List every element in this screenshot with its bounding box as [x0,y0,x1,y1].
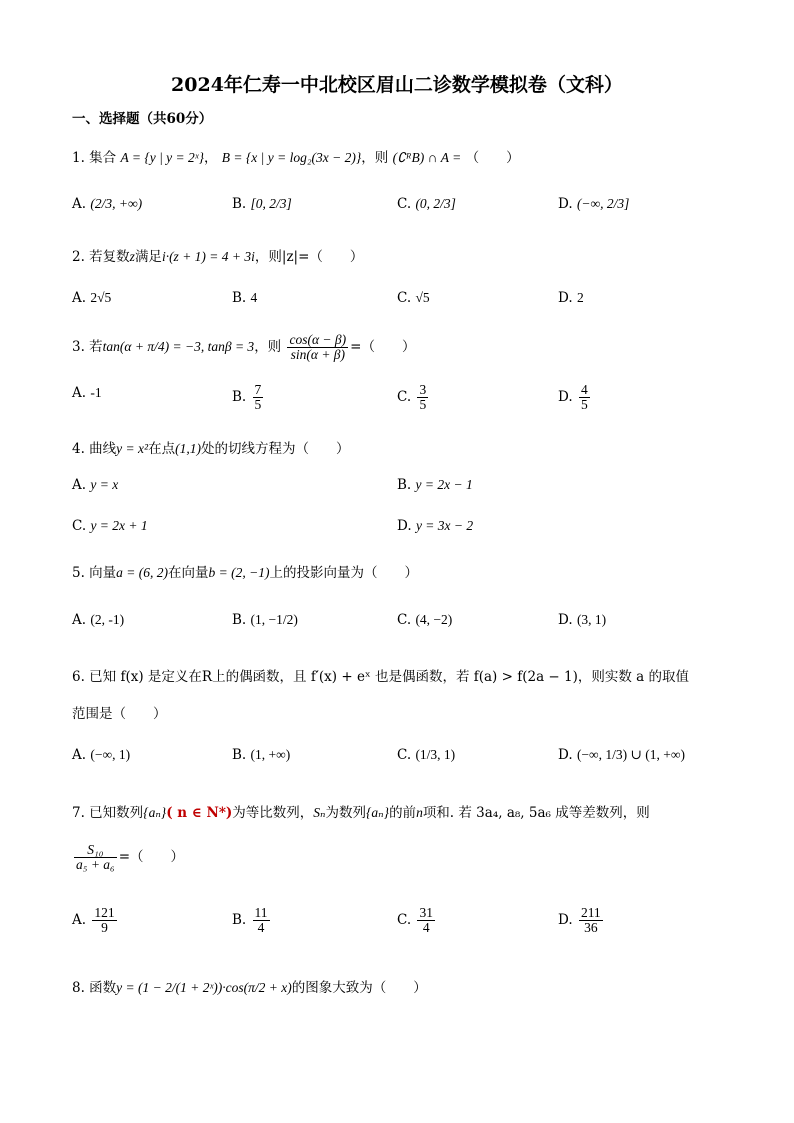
option-b[interactable]: B. [0, 2/3] [232,196,292,212]
option-d[interactable]: D. y = 3x − 2 [397,518,474,534]
option-a[interactable]: A. y = x [72,477,119,493]
tan-equation: tan(α + π/4) = −3, tanβ = 3 [102,339,255,355]
question-3: 3. 若tan(α + π/4) = −3, tanβ = 3，则 $\frac{\cos(\alpha - \beta)}{\sin(\alpha + \beta)}$ =（ ） [72,332,416,363]
page-title: 2024年仁寿一中北校区眉山二诊数学模拟卷（文科） [171,74,623,96]
set-a-expr: A = {y | y = 2ˣ} [120,150,204,165]
trig-fraction: $\frac{\cos(\alpha - \beta)}{\sin(\alpha + \beta)}$ [289,332,347,363]
option-a[interactable]: A. (2, -1) [72,612,125,628]
option-c[interactable]: C. (0, 2/3] [397,196,456,212]
option-b[interactable]: B. y = 2x − 1 [397,477,473,493]
option-b[interactable]: B. (1, +∞) [232,747,291,763]
sum-fraction: $\frac{\text{S₁₀}}{\text{a₅ + a₆}}$ [76,842,115,873]
option-b[interactable]: B. (1, −1/2) [232,612,298,628]
question-6: 6. 已知 f(x) 是定义在R上的偶函数，且 f′(x) + eˣ 也是偶函数，若 f(a) > f(2a − 1)，则实数 a 的取值 [72,669,690,685]
question-6-line2: 范围是（ ） [72,706,167,722]
set-b-expr: B = {x | y = log₂(3x − 2)} [221,150,362,165]
intersection-expr: (∁ᴿB) ∩ A = [392,150,462,165]
option-c[interactable]: C. √5 [397,290,430,306]
function-expr: y = (1 − 2/(1 + 2ˣ))·cos(π/2 + x) [116,980,292,995]
option-a[interactable]: A. $\frac{121}{9}$ [72,905,115,936]
option-d[interactable]: D. (−∞, 2/3] [558,196,630,212]
option-d[interactable]: D. 2 [558,290,584,306]
option-a[interactable]: A. (2/3, +∞) [72,196,143,212]
question-8: 8. 函数y = (1 − 2/(1 + 2ˣ))·cos(π/2 + x)的图象大致为（ ） [72,980,427,996]
condition-highlight: ( n ∈ N*) [166,805,233,821]
option-d[interactable]: D. $\frac{211}{36}$ [558,905,601,936]
option-a[interactable]: A. (−∞, 1) [72,747,131,763]
question-1: 1. 集合 A = {y | y = 2ˣ}， B = {x | y = log₂(3x − 2)}，则 (∁ᴿB) ∩ A = （ ） [72,150,520,166]
option-c[interactable]: C. $\frac{31}{4}$ [397,905,433,936]
option-a[interactable]: A. -1 [72,385,102,401]
question-4: 4. 曲线y = x²在点(1,1)处的切线方程为（ ） [72,441,350,457]
question-2: 2. 若复数z满足i·(z + 1) = 4 + 3i，则|z|=（ ） [72,249,364,265]
option-c[interactable]: C. (1/3, 1) [397,747,456,763]
option-a[interactable]: A. 2√5 [72,290,112,306]
vector-a: a = (6, 2) [116,565,169,580]
question-7-line2: $\frac{\text{S₁₀}}{\text{a₅ + a₆}}$ =（ ） [76,842,185,873]
option-b[interactable]: B. 4 [232,290,258,306]
option-b[interactable]: B. $\frac{11}{4}$ [232,905,268,936]
option-d[interactable]: D. (−∞, 1/3) ∪ (1, +∞) [558,747,685,763]
complex-equation: i·(z + 1) = 4 + 3i [161,249,255,264]
option-d[interactable]: D. $\frac{4}{5}$ [558,382,588,413]
option-c[interactable]: C. (4, −2) [397,612,453,628]
option-b[interactable]: B. $\frac{7}{5}$ [232,382,262,413]
question-5: 5. 向量a = (6, 2)在向量b = (2, −1)上的投影向量为（ ） [72,565,418,581]
vector-b: b = (2, −1) [208,565,270,580]
section-heading: 一、选择题（共60分） [72,111,213,127]
option-d[interactable]: D. (3, 1) [558,612,607,628]
option-c[interactable]: C. y = 2x + 1 [72,518,148,534]
option-c[interactable]: C. $\frac{3}{5}$ [397,382,427,413]
question-7: 7. 已知数列{aₙ}( n ∈ N*)为等比数列，Sₙ为数列{aₙ}的前n项和. 若 3a₄, a₈, 5a₆ 成等差数列，则 [72,805,650,821]
